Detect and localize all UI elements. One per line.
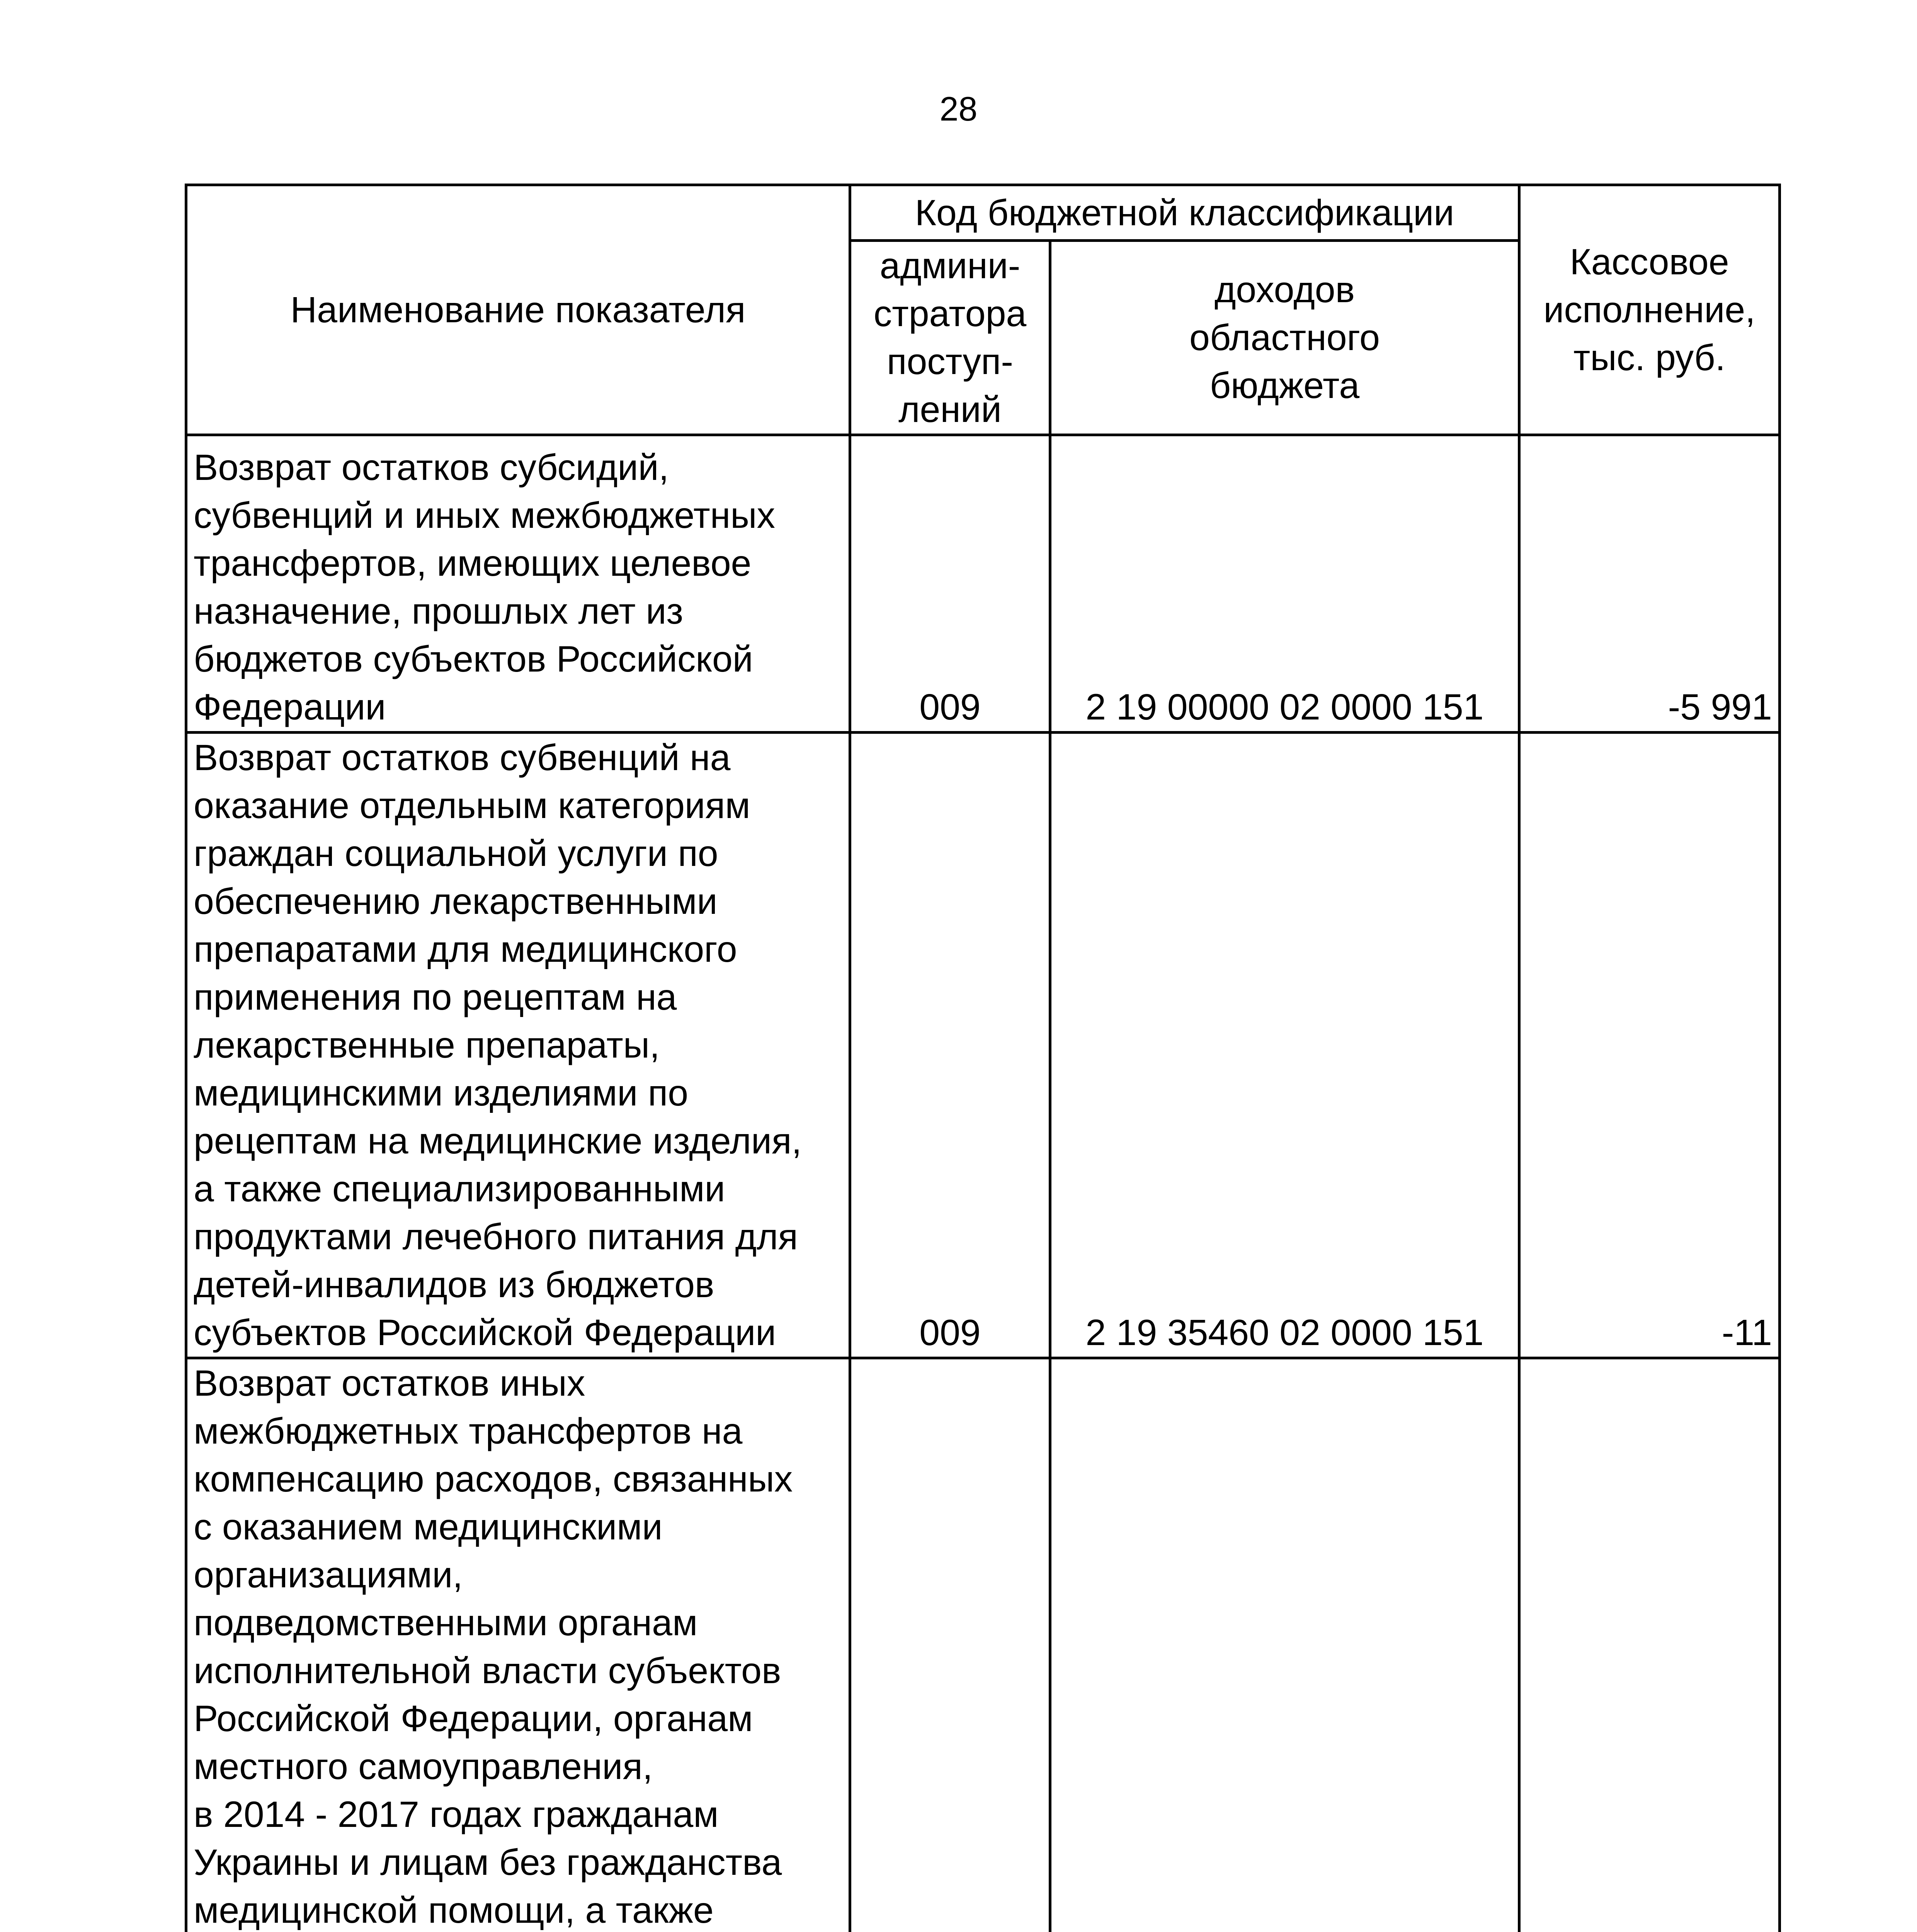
header-income-text: доходов областного бюджета <box>1189 269 1380 406</box>
header-amount-text: Кассовое исполнение, тыс. руб. <box>1543 242 1755 378</box>
budget-table <box>185 184 1781 1932</box>
row-code: 2 19 00000 02 0000 151 <box>1050 435 1519 733</box>
row-amount: -11 <box>1519 733 1780 1358</box>
row-admin: 009 <box>850 435 1050 733</box>
header-income <box>1050 241 1519 435</box>
row-name: Возврат остатков субсидий, субвенций и иных межбюджетных трансфертов, имеющих целевое назначение, прошлых лет из бюджетов субъектов Российской Федерации <box>194 447 775 728</box>
row-code: 2 19 35460 02 0000 151 <box>1050 733 1519 1358</box>
row-code <box>1050 1358 1519 1932</box>
page-number: 28 <box>939 90 978 128</box>
row-name-cell <box>186 1358 850 1932</box>
header-code-group <box>850 185 1519 241</box>
header-code-group-text: Код бюджетной классификации <box>915 192 1454 233</box>
table-row <box>186 1358 1780 1932</box>
header-name-text: Наименование показателя <box>290 289 746 330</box>
table-row <box>186 435 1780 733</box>
row-amount <box>1519 1358 1780 1932</box>
header-name <box>186 185 850 435</box>
table-row <box>186 733 1780 1358</box>
header-amount <box>1519 185 1780 435</box>
row-name-cell <box>186 435 850 733</box>
row-amount: -5 991 <box>1519 435 1780 733</box>
header-admin <box>850 241 1050 435</box>
row-admin <box>850 1358 1050 1932</box>
row-name: Возврат остатков субвенций на оказание отдельным категориям граждан социальной услуги по обеспечению лекарственными препаратами для медицинского применения по рецептам на лекарственные препараты, медицинскими изделиями по рецептам на медицинские изделия, а также специализированными продуктами лечебного питания для детей-инвалидов из бюджетов субъектов Российской Федерации <box>194 737 802 1353</box>
header-admin-text: админи- стратора поступ- лений <box>873 245 1027 430</box>
row-name-cell <box>186 733 850 1358</box>
row-name: Возврат остатков иных межбюджетных трансфертов на компенсацию расходов, связанных с оказанием медицинскими организациями, подведомственными органам исполнительной власти субъектов Российской Федерации, органам местного самоуправления, в 2014 - 2017 годах гражданам Украины и лицам без гражданства медицинской помощи, а также <box>194 1363 793 1931</box>
row-admin: 009 <box>850 733 1050 1358</box>
